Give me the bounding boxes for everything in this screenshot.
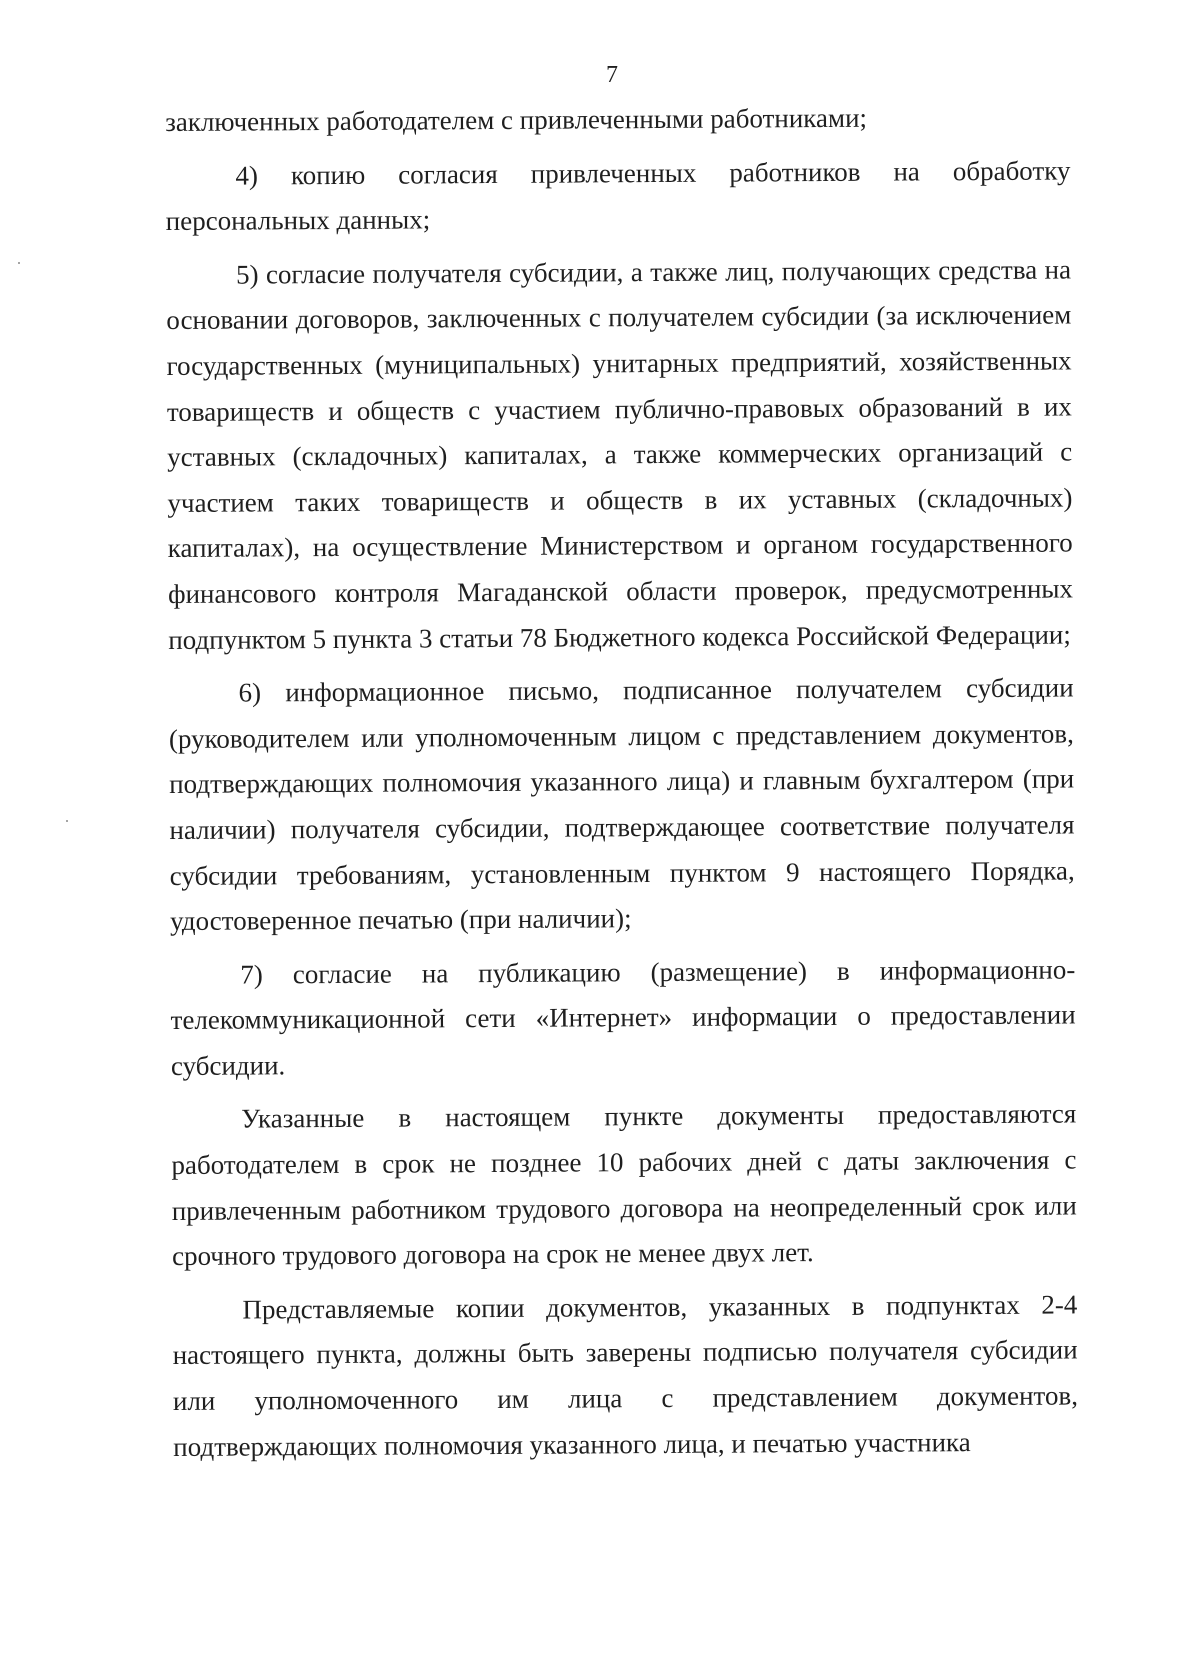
paragraph-item-5: 5) согласие получателя субсидии, а также лиц, получающих средства на основании договоров, заключенных с получателем субсидии (за исключением государственных (муниципальных) унитарных предприятий, хозяйственных товариществ и обществ с участием публично-правовых образований в их уставных (складочных) капиталах, а также коммерческих организаций с участием таких товариществ и обществ в их уставных (складочных) капиталах), на осуществление Министерством и органом государственного финансового контроля Магаданской области проверок, предусмотренных подпунктом 5 пункта 3 статьи 78 Бюджетного кодекса Российской Федерации; bbox=[166, 254, 1074, 655]
paragraph-continuation: заключенных работодателем с привлеченными работниками; bbox=[165, 102, 868, 137]
paragraph-item-7: 7) согласие на публикацию (размещение) в информационно-телекоммуникационной сети «Интернет» информации о предоставлении субсидии. bbox=[170, 954, 1076, 1081]
paragraph-certification: Представляемые копии документов, указанных в подпунктах 2-4 настоящего пункта, должны быть заверены подписью получателя субсидии или уполномоченного им лица с представлением документов, подтверждающих полномочия указанного лица, и печатью участника bbox=[172, 1289, 1079, 1462]
scan-artifact bbox=[18, 262, 20, 264]
page-number: 7 bbox=[606, 62, 618, 88]
paragraph-item-6: 6) информационное письмо, подписанное получателем субсидии (руководителем или уполномоченным лицом с представлением документов, подтверждающих полномочия указанного лица) и главным бухгалтером (при наличии) получателя субсидии, подтверждающее соответствие получателя субсидии требованиям, установленным пунктом 9 настоящего Порядка, удостоверенное печатью (при наличии); bbox=[168, 672, 1075, 937]
document-body bbox=[165, 94, 1078, 1470]
scan-artifact bbox=[66, 820, 68, 822]
paragraph-item-4: 4) копию согласия привлеченных работников на обработку персональных данных; bbox=[165, 155, 1071, 237]
paragraph-deadline: Указанные в настоящем пункте документы предоставляются работодателем в срок не позднее 10 рабочих дней с даты заключения с привлеченным работником трудового договора на неопределенный срок или срочного трудового договора на срок не менее двух лет. bbox=[171, 1098, 1077, 1272]
